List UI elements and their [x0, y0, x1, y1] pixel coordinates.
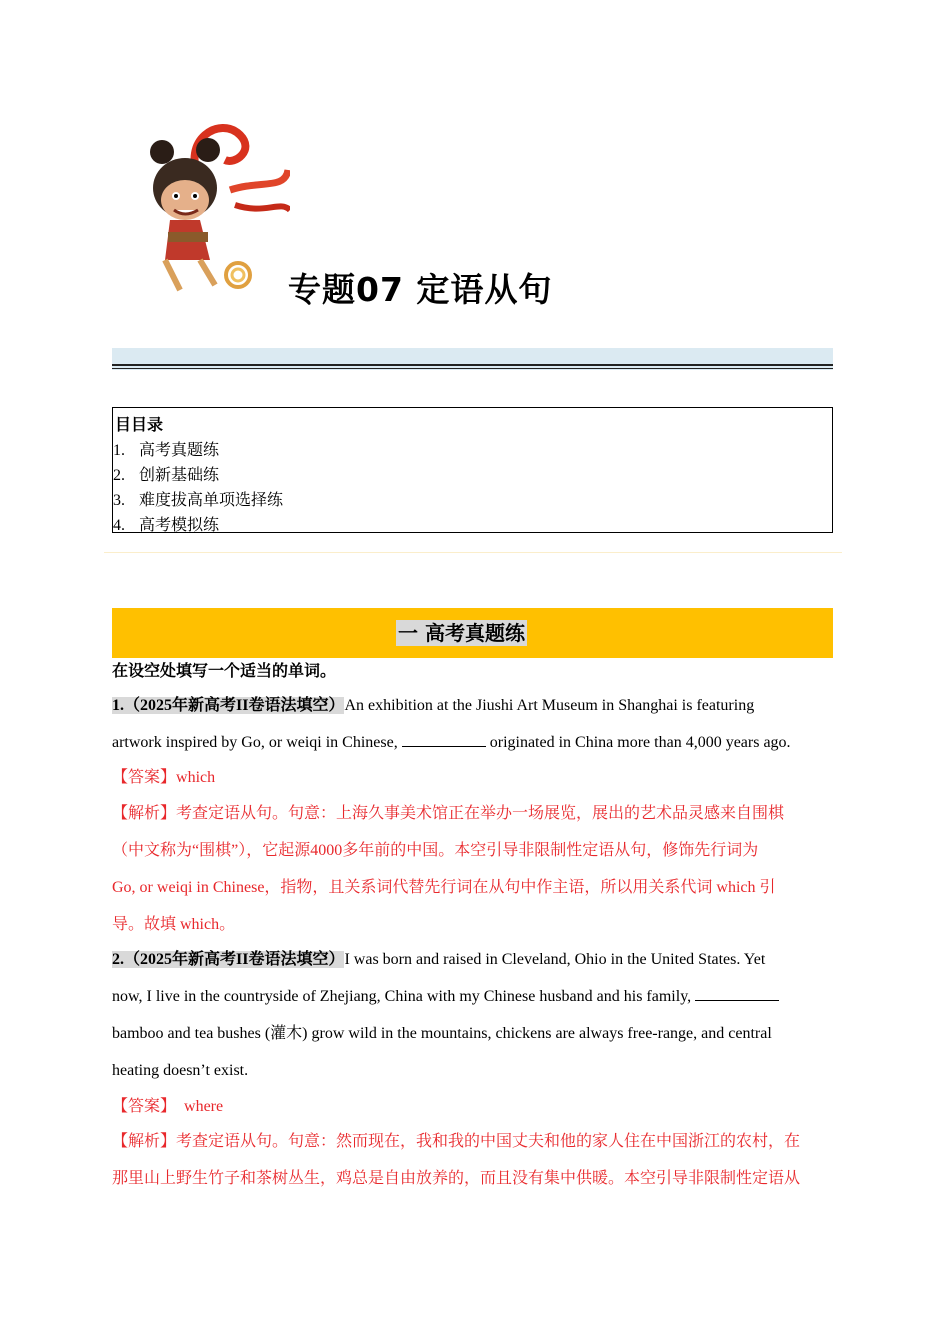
- analysis-text: 考查定语从句。句意：然而现在，我和我的中国丈夫和他的家人住在中国浙江的农村，在: [176, 1133, 801, 1150]
- question-2-answer: [112, 1097, 223, 1117]
- question-1-analysis-line: [112, 804, 784, 824]
- question-1-text: originated in China more than 4,000 years ago.: [485, 734, 791, 751]
- analysis-text: 考查定语从句。句意：上海久事美术馆正在举办一场展览，展出的艺术品灵感来自围棋: [176, 805, 785, 822]
- question-1-analysis-line: 导。故填 which。: [112, 916, 236, 933]
- toc-item-number: 3.: [113, 492, 125, 509]
- question-1-line-2: [112, 733, 791, 753]
- question-2-line-1: [112, 950, 765, 970]
- question-1-line-1: [112, 696, 754, 716]
- question-2-source: 2.（2025年新高考II卷语法填空）: [112, 951, 345, 968]
- divider: [104, 552, 842, 553]
- question-1-analysis-line: （中文称为“围棋”），它起源4000多年前的中国。本空引导非限制性定语从句，修饰先行词为: [112, 842, 759, 859]
- question-1-answer: [112, 768, 215, 788]
- question-2-analysis-line: [112, 1132, 800, 1152]
- question-1-analysis-line: Go, or weiqi in Chinese，指物，且关系词代替先行词在从句中作主语，所以用关系代词 which 引: [112, 879, 776, 896]
- double-rule-top: [112, 364, 833, 366]
- toc-item[interactable]: [113, 512, 219, 535]
- answer-value: where: [184, 1098, 224, 1115]
- toc-item-label: 高考模拟练: [139, 517, 220, 534]
- question-2-text: I was born and raised in Cleveland, Ohio in the United States. Yet: [344, 951, 766, 968]
- toc-item[interactable]: [113, 462, 219, 485]
- toc-item-number: 1.: [113, 442, 125, 459]
- question-2-analysis-line: 那里山上野生竹子和茶树丛生，鸡总是自由放养的，而且没有集中供暖。本空引导非限制性定语从: [112, 1170, 801, 1187]
- question-1-text: An exhibition at the Jiushi Art Museum in Shanghai is featuring: [344, 697, 755, 714]
- analysis-tag: 【解析】: [112, 805, 177, 822]
- instruction-text: 在设空处填写一个适当的单词。: [112, 663, 337, 680]
- toc-heading: 目目录: [115, 415, 164, 434]
- question-2-line-2: [112, 987, 779, 1007]
- toc-item-label: 创新基础练: [139, 467, 220, 484]
- answer-tag: 【答案】: [112, 769, 177, 786]
- answer-blank[interactable]: [402, 734, 486, 747]
- section-header: [112, 608, 833, 658]
- section-title: 一 高考真题练: [398, 621, 525, 645]
- question-1-source: 1.（2025年新高考II卷语法填空）: [112, 697, 345, 714]
- title-underline-band: [112, 348, 833, 370]
- answer-tag: 【答案】: [112, 1098, 177, 1115]
- question-2-line-3: bamboo and tea bushes (灌木) grow wild in the mountains, chickens are always free-range, and central: [112, 1025, 772, 1042]
- answer-blank[interactable]: [695, 988, 779, 1001]
- mascot-illustration: [140, 120, 290, 300]
- toc-item-number: 4.: [113, 517, 125, 534]
- toc-item-number: 2.: [113, 467, 125, 484]
- analysis-tag: 【解析】: [112, 1133, 177, 1150]
- question-2-text: now, I live in the countryside of Zhejiang, China with my Chinese husband and his family,: [112, 988, 696, 1005]
- answer-value: which: [176, 769, 216, 786]
- toc-item-label: 难度拔高单项选择练: [139, 492, 284, 509]
- toc-item[interactable]: [113, 437, 219, 460]
- double-rule-bottom: [112, 368, 833, 369]
- table-of-contents: [112, 407, 833, 533]
- question-2-line-4: heating doesn’t exist.: [112, 1062, 249, 1079]
- toc-item-label: 高考真题练: [139, 442, 220, 459]
- page-title: 专题07 定语从句: [288, 270, 553, 309]
- toc-item[interactable]: [113, 487, 283, 510]
- question-1-text: artwork inspired by Go, or weiqi in Chinese,: [112, 734, 402, 751]
